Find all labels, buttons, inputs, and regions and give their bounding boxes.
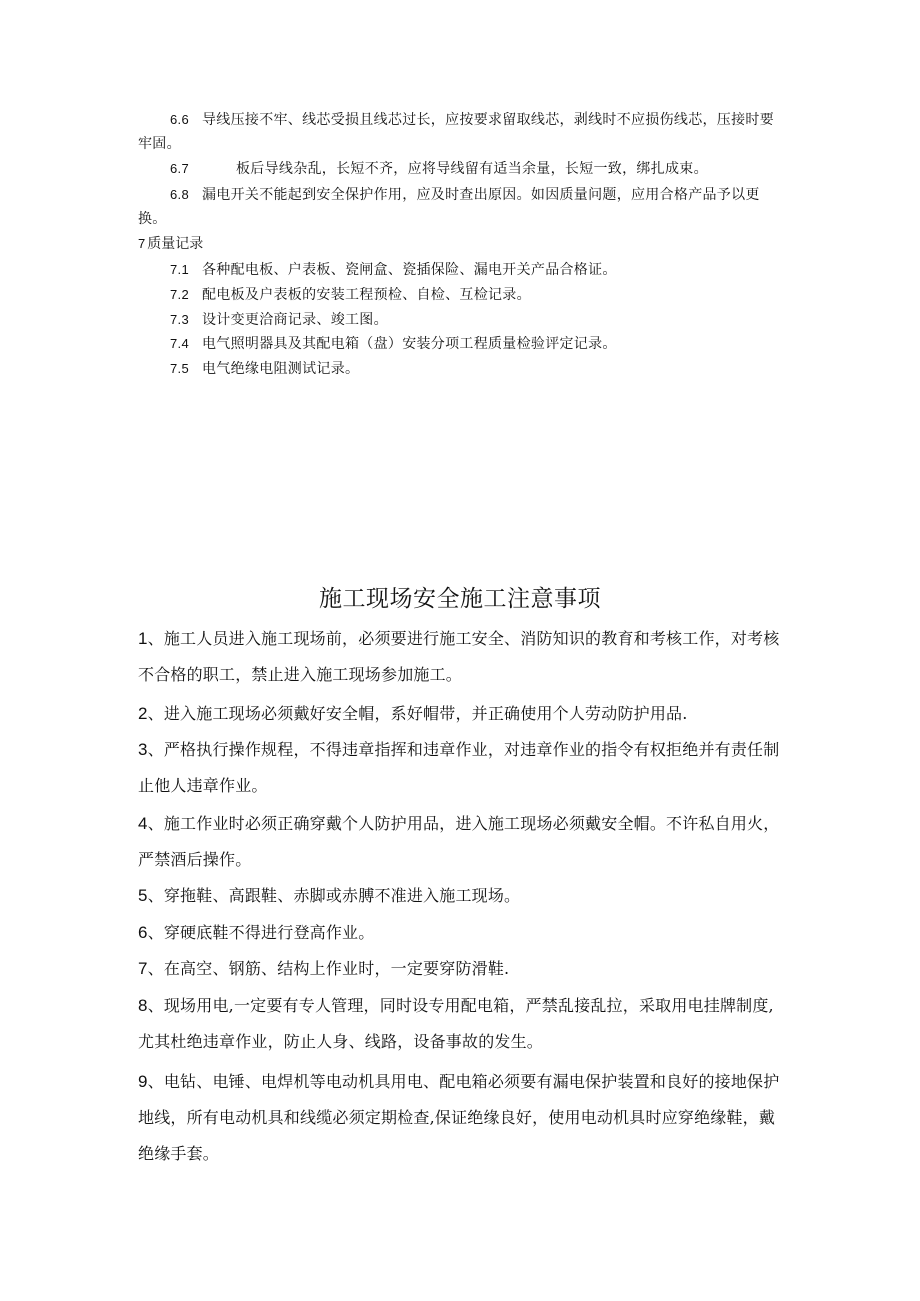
paragraph-number: 4: [138, 814, 148, 833]
paragraph-text: 、穿拖鞋、高跟鞋、赤脚或赤膊不准进入施工现场。: [147, 886, 521, 905]
safety-paragraph-2: [138, 696, 786, 732]
safety-paragraph-4: [138, 806, 786, 878]
item-text: 导线压接不牢、线芯受损且线芯过长，应按要求留取线芯，剥线时不应损伤线芯，压接时要牢固。: [138, 112, 774, 152]
item-text: 板后导线杂乱，长短不齐，应将导线留有适当余量，长短一致，绑扎成束。: [236, 161, 708, 177]
safety-paragraph-5: [138, 878, 786, 914]
item-text: 配电板及户表板的安装工程预检、自检、互检记录。: [202, 287, 531, 303]
paragraph-text: 、进入施工现场必须戴好安全帽，系好帽带，并正确使用个人劳动防护用品.: [147, 704, 688, 723]
paragraph-number: 2: [138, 704, 148, 723]
safety-paragraph-3: [138, 732, 786, 804]
item-text: 各种配电板、户表板、瓷闸盒、瓷插保险、漏电开关产品合格证。: [202, 262, 617, 278]
section-heading-quality-records: [138, 232, 203, 256]
item-6-6: [138, 108, 786, 156]
paragraph-text: 、严格执行操作规程，不得违章指挥和违章作业，对违章作业的指令有权拒绝并有责任制止他人违章作业。: [138, 740, 780, 795]
item-7-3: [138, 308, 786, 332]
item-number: 7.3: [170, 312, 189, 327]
item-7-2: [138, 283, 786, 307]
item-number: 7.2: [170, 287, 189, 302]
paragraph-text: 、施工人员进入施工现场前，必须要进行施工安全、消防知识的教育和考核工作，对考核不合格的职工，禁止进入施工现场参加施工。: [138, 629, 780, 684]
paragraph-number: 6: [138, 923, 148, 942]
paragraph-text: 、电钻、电锤、电焊机等电动机具用电、配电箱必须要有漏电保护装置和良好的接地保护地线，所有电动机具和线缆必须定期检查,保证绝缘良好，使用电动机具时应穿绝缘鞋，戴绝缘手套。: [138, 1072, 780, 1163]
item-6-7: [138, 157, 786, 181]
item-number: 7.5: [170, 361, 189, 376]
paragraph-text: 、在高空、钢筋、结构上作业时，一定要穿防滑鞋.: [147, 959, 510, 978]
paragraph-number: 1: [138, 629, 148, 648]
item-7-4: [138, 332, 786, 356]
item-number: 6.8: [170, 187, 189, 202]
item-7-1: [138, 258, 786, 282]
safety-paragraph-7: [138, 951, 786, 987]
paragraph-number: 5: [138, 886, 148, 905]
page-title: 施工现场安全施工注意事项: [319, 586, 601, 612]
section-title: 质量记录: [147, 236, 204, 252]
item-text: 电气照明器具及其配电箱（盘）安装分项工程质量检验评定记录。: [202, 336, 617, 352]
item-number: 7.1: [170, 262, 189, 277]
safety-paragraph-8: [138, 988, 786, 1060]
paragraph-number: 7: [138, 959, 148, 978]
item-text: 设计变更洽商记录、竣工图。: [202, 312, 388, 328]
section-number: 7: [138, 236, 146, 251]
item-7-5: [138, 357, 786, 381]
paragraph-text: 、穿硬底鞋不得进行登高作业。: [147, 923, 375, 942]
item-6-8: [138, 183, 786, 231]
item-text: 漏电开关不能起到安全保护作用，应及时查出原因。如因质量问题，应用合格产品予以更换。: [138, 187, 760, 227]
item-text: 电气绝缘电阻测试记录。: [202, 361, 360, 377]
safety-paragraph-6: [138, 915, 786, 951]
paragraph-number: 3: [138, 740, 148, 759]
item-number: 6.6: [170, 112, 189, 127]
safety-paragraph-1: [138, 621, 786, 693]
item-number: 7.4: [170, 336, 189, 351]
paragraph-text: 、施工作业时必须正确穿戴个人防护用品，进入施工现场必须戴安全帽。不许私自用火，严禁酒后操作。: [138, 814, 780, 869]
paragraph-number: 9: [138, 1072, 148, 1091]
safety-paragraph-9: [138, 1064, 786, 1172]
paragraph-text: 、现场用电,一定要有专人管理，同时设专用配电箱，严禁乱接乱拉，采取用电挂牌制度,尤其杜绝违章作业，防止人身、线路，设备事故的发生。: [138, 996, 774, 1051]
item-number: 6.7: [170, 161, 189, 176]
paragraph-number: 8: [138, 996, 148, 1015]
